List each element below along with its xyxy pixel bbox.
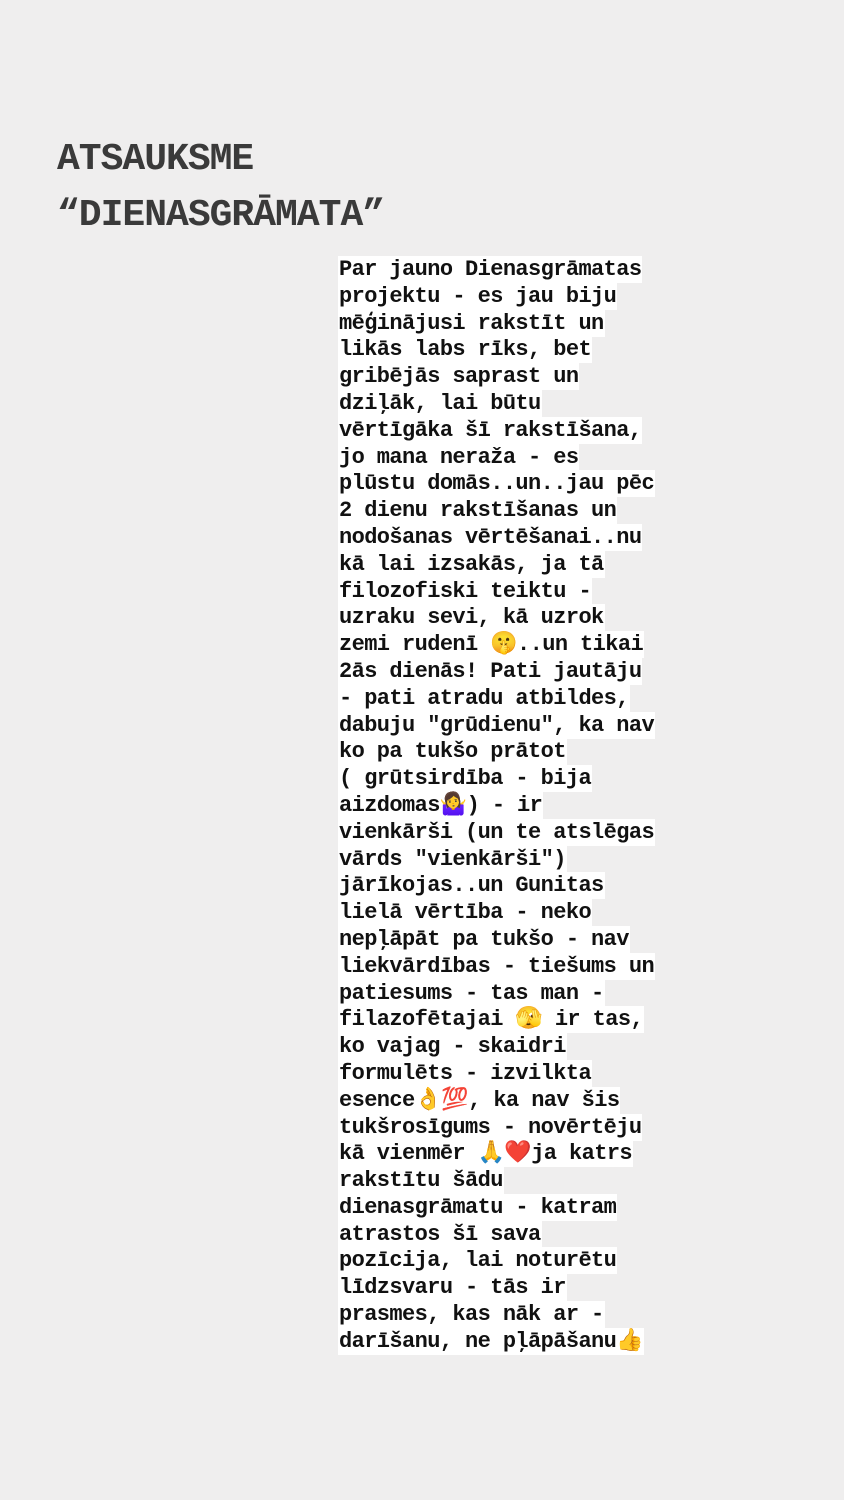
page-title <box>57 132 384 244</box>
review-line-text: vērtīgāka šī rakstīšana, <box>339 417 642 443</box>
title-line-2: “DIENASGRĀMATA” <box>57 194 385 237</box>
review-line-text: liekvārdības - tiešums un <box>339 953 655 979</box>
review-line-text: rakstītu šādu <box>339 1168 503 1194</box>
review-line <box>338 391 818 418</box>
review-line-text: vienkārši (un te atslēgas <box>339 819 655 845</box>
review-line-text: projektu - es jau biju <box>339 283 617 309</box>
review-line-text: mēģinājusi rakstīt un <box>339 310 604 336</box>
review-line-text: esence👌💯, ka nav šis <box>339 1087 620 1113</box>
review-line-text: dienasgrāmatu - katram <box>339 1194 617 1220</box>
review-line <box>338 1329 818 1356</box>
review-line <box>338 418 818 445</box>
review-line-text: jo mana neraža - es <box>339 444 579 470</box>
review-line <box>338 1007 818 1034</box>
review-line-text: filozofiski teiktu - <box>339 578 592 604</box>
review-line <box>338 873 818 900</box>
review-line-text: gribējās saprast un <box>339 364 579 390</box>
review-line <box>338 1088 818 1115</box>
review-text <box>338 257 818 1356</box>
review-line <box>338 927 818 954</box>
review-line <box>338 900 818 927</box>
review-line-text: likās labs rīks, bet <box>339 337 592 363</box>
review-line-text: aizdomas🤷‍♀️) - ir <box>339 792 543 818</box>
review-line-text: filazofētajai 🫣 ir tas, <box>339 1007 644 1033</box>
review-line-text: prasmes, kas nāk ar - <box>339 1302 604 1328</box>
review-line <box>338 981 818 1008</box>
review-line <box>338 552 818 579</box>
review-line <box>338 364 818 391</box>
review-line <box>338 471 818 498</box>
review-line-text: zemi rudenī 🤫..un tikai <box>339 632 644 658</box>
review-line <box>338 1275 818 1302</box>
review-line <box>338 713 818 740</box>
review-line <box>338 257 818 284</box>
review-line-text: nodošanas vērtēšanai..nu <box>339 524 642 550</box>
review-line-text: uzraku sevi, kā uzrok <box>339 605 604 631</box>
review-line <box>338 766 818 793</box>
review-line <box>338 1034 818 1061</box>
review-line-text: ko pa tukšo prātot <box>339 739 566 765</box>
review-line-text: ( grūtsirdība - bija <box>339 766 592 792</box>
review-line-text: - pati atradu atbildes, <box>339 685 629 711</box>
review-line <box>338 1302 818 1329</box>
review-line <box>338 954 818 981</box>
review-line-text: darīšanu, ne pļāpāšanu👍 <box>339 1328 644 1354</box>
review-line-text: lielā vērtība - neko <box>339 900 592 926</box>
review-line-text: plūstu domās..un..jau pēc <box>339 471 655 497</box>
review-line <box>338 793 818 820</box>
review-line <box>338 739 818 766</box>
review-line <box>338 659 818 686</box>
review-line <box>338 847 818 874</box>
review-line <box>338 311 818 338</box>
review-line-text: Par jauno Dienasgrāmatas <box>339 257 642 282</box>
review-line <box>338 337 818 364</box>
review-line-text: 2ās dienās! Pati jautāju <box>339 658 642 684</box>
review-line <box>338 1115 818 1142</box>
title-line-1: ATSAUKSME <box>57 138 254 181</box>
review-line-text: dabuju "grūdienu", ka nav <box>339 712 655 738</box>
review-line <box>338 525 818 552</box>
review-line-text: līdzsvaru - tās ir <box>339 1275 566 1301</box>
review-line-text: tukšrosīgums - novērtēju <box>339 1114 642 1140</box>
review-line <box>338 1195 818 1222</box>
review-line <box>338 284 818 311</box>
review-line <box>338 1061 818 1088</box>
review-line <box>338 1222 818 1249</box>
review-line-text: kā lai izsakās, ja tā <box>339 551 604 577</box>
review-line-text: formulēts - izvilkta <box>339 1060 592 1086</box>
review-line <box>338 820 818 847</box>
review-line <box>338 632 818 659</box>
review-line <box>338 1248 818 1275</box>
review-line-text: 2 dienu rakstīšanas un <box>339 498 617 524</box>
review-line-text: dziļāk, lai būtu <box>339 390 541 416</box>
review-line-text: kā vienmēr 🙏❤️ja katrs <box>339 1141 633 1167</box>
review-line-text: jārīkojas..un Gunitas <box>339 873 604 899</box>
review-line-text: ko vajag - skaidri <box>339 1034 566 1060</box>
review-line <box>338 686 818 713</box>
review-line <box>338 445 818 472</box>
review-line <box>338 498 818 525</box>
review-line <box>338 1141 818 1168</box>
review-line-text: pozīcija, lai noturētu <box>339 1248 617 1274</box>
review-line <box>338 579 818 606</box>
review-line-text: vārds "vienkārši") <box>339 846 566 872</box>
review-line-text: nepļāpāt pa tukšo - nav <box>339 926 629 952</box>
review-line-text: patiesums - tas man - <box>339 980 604 1006</box>
review-line <box>338 605 818 632</box>
review-line <box>338 1168 818 1195</box>
review-line-text: atrastos šī sava <box>339 1221 541 1247</box>
